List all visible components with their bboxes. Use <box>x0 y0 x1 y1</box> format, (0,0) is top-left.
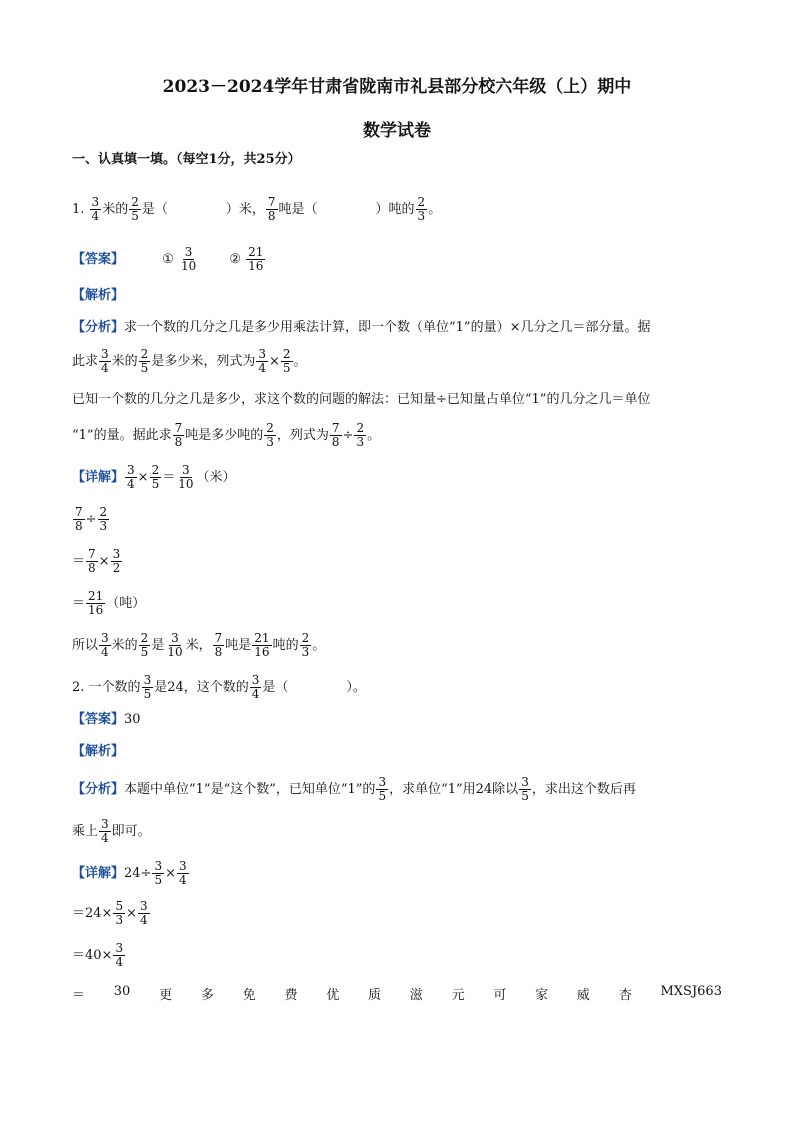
detail-line: 【详解】 $\frac{3}{4}$ × $\frac{2}{5}$ ＝ $\frac{3}{10}$ （米） <box>72 463 236 491</box>
fenxi-line: 【分析】本题中单位“1”是“这个数”，已知单位“1”的 $\frac{3}{5}$ ，求单位“1”用24除以 $\frac{3}{5}$ ，求出这个数后再 <box>72 775 636 803</box>
step-line: ＝ $\frac{21}{16}$ （吨） <box>72 589 146 617</box>
analysis-label: 【解析】 <box>72 288 125 303</box>
answer-line: 【答案】30 <box>72 712 141 727</box>
step-line: ＝24× $\frac{5}{3}$ × $\frac{3}{4}$ <box>72 899 148 927</box>
answer-label: 【答案】 <box>72 252 125 267</box>
fraction: $\frac{3}{4}$ <box>91 195 100 223</box>
fraction: $\frac{3}{10}$ <box>180 245 197 273</box>
analysis-label: 【解析】 <box>72 744 125 759</box>
fenxi-line: 【分析】求一个数的几分之几是多少用乘法计算，即一个数（单位“1”的量）×几分之几＝部分量。据 <box>72 320 651 335</box>
fraction: $\frac{2}{3}$ <box>417 195 426 223</box>
answer-line: 【答案】 ① $\frac{3}{10}$ ② $\frac{21}{16}$ <box>72 245 264 273</box>
doc-subtitle: 数学试卷 <box>363 121 431 141</box>
step-line: $\frac{7}{8}$ ÷ $\frac{2}{3}$ <box>75 505 108 533</box>
question-2: 2. 一个数的 $\frac{3}{5}$ 是24，这个数的 $\frac{3}{4}$ 是（ ）。 <box>72 673 366 701</box>
fenxi-line: 此求 $\frac{3}{4}$ 米的 $\frac{2}{5}$ 是多少米，列式为 $\frac{3}{4}$ × $\frac{2}{5}$ 。 <box>72 347 307 375</box>
summary-line: 所以 $\frac{3}{4}$ 米的 $\frac{2}{5}$ 是 $\frac{3}{10}$ 米， $\frac{7}{8}$ 吨是 $\frac{21}{16}$ 吨的 $\frac{2}{3}$ 。 <box>72 631 326 659</box>
fenxi-line: 已知一个数的几分之几是多少，求这个数的问题的解法：已知量÷已知量占单位“1”的几分之几＝单位 <box>72 392 651 407</box>
footer-line: ＝ 30 更 多 免 费 优 质 滋 元 可 家 威 杏 MXSJ663 <box>72 984 722 1003</box>
question-1: 1. $\frac{3}{4}$ 米的 $\frac{2}{5}$ 是（ ）米， $\frac{7}{8}$ 吨是（ ）吨的 $\frac{2}{3}$ 。 <box>72 195 442 223</box>
fenxi-line: 乘上 $\frac{3}{4}$ 即可。 <box>72 817 151 845</box>
doc-title: 2023－2024学年甘肃省陇南市礼县部分校六年级（上）期中 <box>162 77 632 97</box>
fraction: $\frac{2}{5}$ <box>131 195 139 223</box>
section-heading: 一、认真填一填。（每空1分，共25分） <box>72 152 301 167</box>
detail-line: 【详解】24÷ $\frac{3}{5}$ × $\frac{3}{4}$ <box>72 859 187 887</box>
fraction: $\frac{7}{8}$ <box>267 195 276 223</box>
question-number: 1. <box>72 202 85 217</box>
step-line: ＝ $\frac{7}{8}$ × $\frac{3}{2}$ <box>72 547 121 575</box>
fenxi-line: “1”的量。据此求 $\frac{7}{8}$ 吨是多少吨的 $\frac{2}{3}$ ，列式为 $\frac{7}{8}$ ÷ $\frac{2}{3}$ 。 <box>72 421 381 449</box>
step-line: ＝40× $\frac{3}{4}$ <box>72 941 124 969</box>
fraction: $\frac{21}{16}$ <box>248 245 264 273</box>
